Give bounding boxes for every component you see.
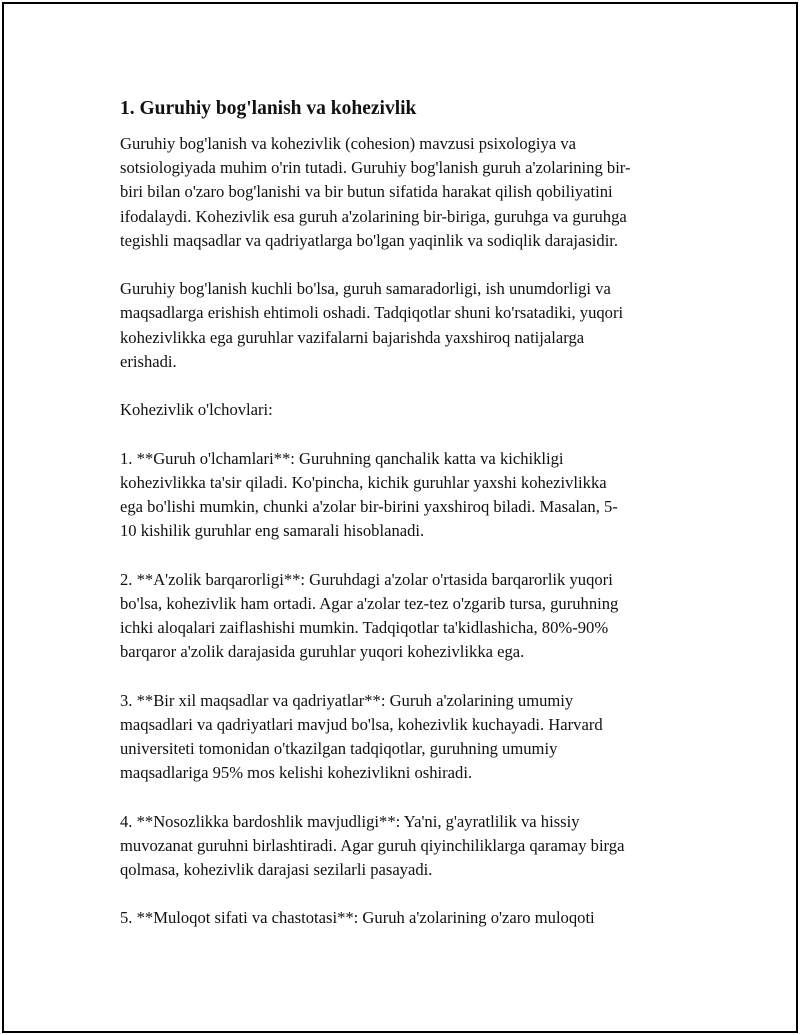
document-body (120, 96, 690, 955)
list-item-shared-goals: 3. **Bir xil maqsadlar va qadriyatlar**: Guruh a'zolarining umumiy maqsadlari va qadriyatlari mavjud bo'lsa, kohezivlik kuchayadi. Harvard universiteti tomonidan o'tkazilgan tadqiqotlar, guruhning umumiy maqsadlariga 95% mos kelishi kohezivlikni oshiradi. (120, 690, 603, 783)
paragraph-measures-heading: Kohezivlik o'lchovlari: (120, 400, 273, 420)
paragraph-effects: Guruhiy bog'lanish kuchli bo'lsa, guruh samaradorligi, ish unumdorligi va maqsadlarga erishish ehtimoli oshadi. Tadqiqotlar shuni ko'rsatadiki, yuqori kohezivlikka ega guruhlar vazifalarni bajarishda yaxshiroq natijalarga erishadi. (120, 279, 624, 371)
paragraph-intro: Guruhiy bog'lanish va kohezivlik (cohesion) mavzusi psixologiya va sotsiologiyada muhim o'rin tutadi. Guruhiy bog'lanish guruh a'zolarining bir- biri bilan o'zaro bog'lanishi va bir butun sifatida harakat qilish qobiliyatini ifodalaydi. Kohezivlik esa guruh a'zolarining bir-biriga, guruhga va guruhga tegishli maqsadlar va qadriyatlarga bo'lgan yaqinlik va sodiqlik darajasidir. (120, 134, 631, 250)
list-item-communication: 5. **Muloqot sifati va chastotasi**: Guruh a'zolarining o'zaro muloqoti (120, 908, 595, 928)
document-page (2, 2, 798, 1033)
list-item-group-size: 1. **Guruh o'lchamlari**: Guruhning qanchalik katta va kichikligi kohezivlikka ta'sir qiladi. Ko'pincha, kichik guruhlar yaxshi kohezivlikka ega bo'lishi mumkin, chunki a'zolar bir-birini yaxshiroq biladi. Masalan, 5- 10 kishilik guruhlar eng samarali hisoblanadi. (120, 448, 618, 541)
section-heading: 1. Guruhiy bog'lanish va kohezivlik (120, 98, 417, 119)
list-item-membership-stability: 2. **A'zolik barqarorligi**: Guruhdagi a'zolar o'rtasida barqarorlik yuqori bo'lsa, kohezivlik ham ortadi. Agar a'zolar tez-tez o'zgarib tursa, guruhning ichki aloqalari zaiflashishi mumkin. Tadqiqotlar ta'kidlashicha, 80%-90% barqaror a'zolik darajasida guruhlar yuqori kohezivlikka ega. (120, 569, 619, 662)
list-item-resilience: 4. **Nosozlikka bardoshlik mavjudligi**: Ya'ni, g'ayratlilik va hissiy muvozanat guruhni birlashtiradi. Agar guruh qiyinchiliklarga qaramay birga qolmasa, kohezivlik darajasi sezilarli pasayadi. (120, 811, 625, 879)
